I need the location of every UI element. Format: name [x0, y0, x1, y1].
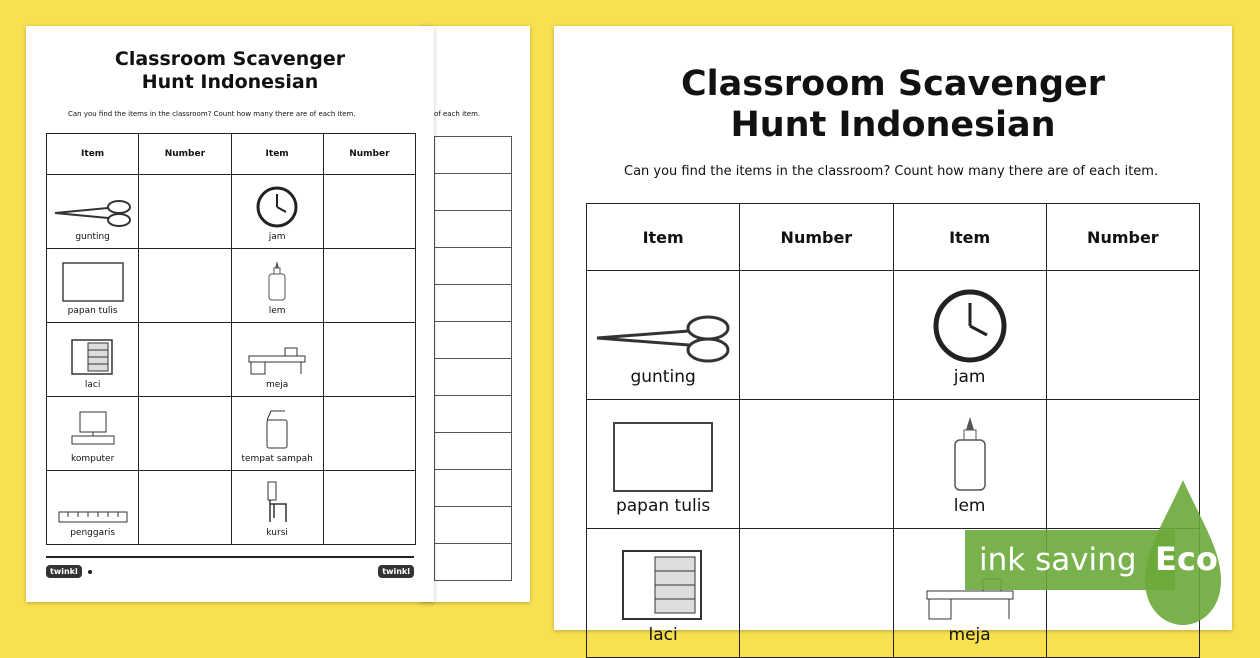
worksheet-intro: Can you find the items in the classroom? Count how many there are of each item. — [624, 164, 1159, 179]
computer-icon — [68, 410, 118, 450]
whiteboard-icon — [613, 422, 713, 492]
table-row: penggaris kursi — [47, 471, 416, 545]
header-item: Item — [893, 204, 1046, 271]
drawer-cabinet-icon — [621, 549, 705, 621]
table-row: laci meja — [47, 323, 416, 397]
header-item: Item — [231, 134, 323, 175]
header-item: Item — [47, 134, 139, 175]
header-number: Number — [740, 204, 893, 271]
header-number: Number — [323, 134, 415, 175]
scavenger-table — [46, 133, 416, 545]
scissors-icon — [593, 313, 733, 363]
ruler-icon — [58, 510, 128, 524]
scissors-icon — [53, 198, 133, 228]
header-number: Number — [139, 134, 231, 175]
back-worksheet-page — [420, 26, 530, 602]
trash-bin-icon — [263, 408, 291, 450]
glue-icon — [267, 260, 287, 302]
eco-label: Eco — [1155, 540, 1218, 578]
brand-logo: twinkl — [378, 565, 414, 578]
table-row: papan tulis lem — [587, 400, 1200, 529]
table-row: papan tulis lem — [47, 249, 416, 323]
brand-logo: twinkl — [46, 565, 82, 578]
worksheet-title: Classroom Scavenger Hunt Indonesian — [680, 64, 1106, 145]
table-row: laci meja — [587, 529, 1200, 658]
drawer-cabinet-icon — [70, 338, 116, 376]
ink-saving-text: ink saving — [979, 542, 1137, 578]
worksheet-title: Classroom Scavenger Hunt Indonesian — [114, 48, 346, 93]
clock-icon — [933, 289, 1007, 363]
back-table — [434, 136, 512, 581]
clock-icon — [256, 186, 298, 228]
worksheet-thumbnail[interactable] — [26, 26, 434, 602]
header-number: Number — [1046, 204, 1199, 271]
back-intro-text: of each item. — [434, 110, 481, 118]
table-row: gunting jam — [47, 175, 416, 249]
whiteboard-icon — [62, 262, 124, 302]
header-item: Item — [587, 204, 740, 271]
table-row: komputer tempat sampah — [47, 397, 416, 471]
footer-rule — [46, 556, 414, 558]
chair-icon — [264, 480, 290, 524]
table-row: gunting jam — [587, 271, 1200, 400]
desk-icon — [247, 342, 307, 376]
footer-dot — [88, 570, 92, 574]
worksheet-intro: Can you find the items in the classroom? Count how many there are of each item. — [68, 110, 356, 118]
ink-saving-eco-badge — [965, 480, 1245, 600]
